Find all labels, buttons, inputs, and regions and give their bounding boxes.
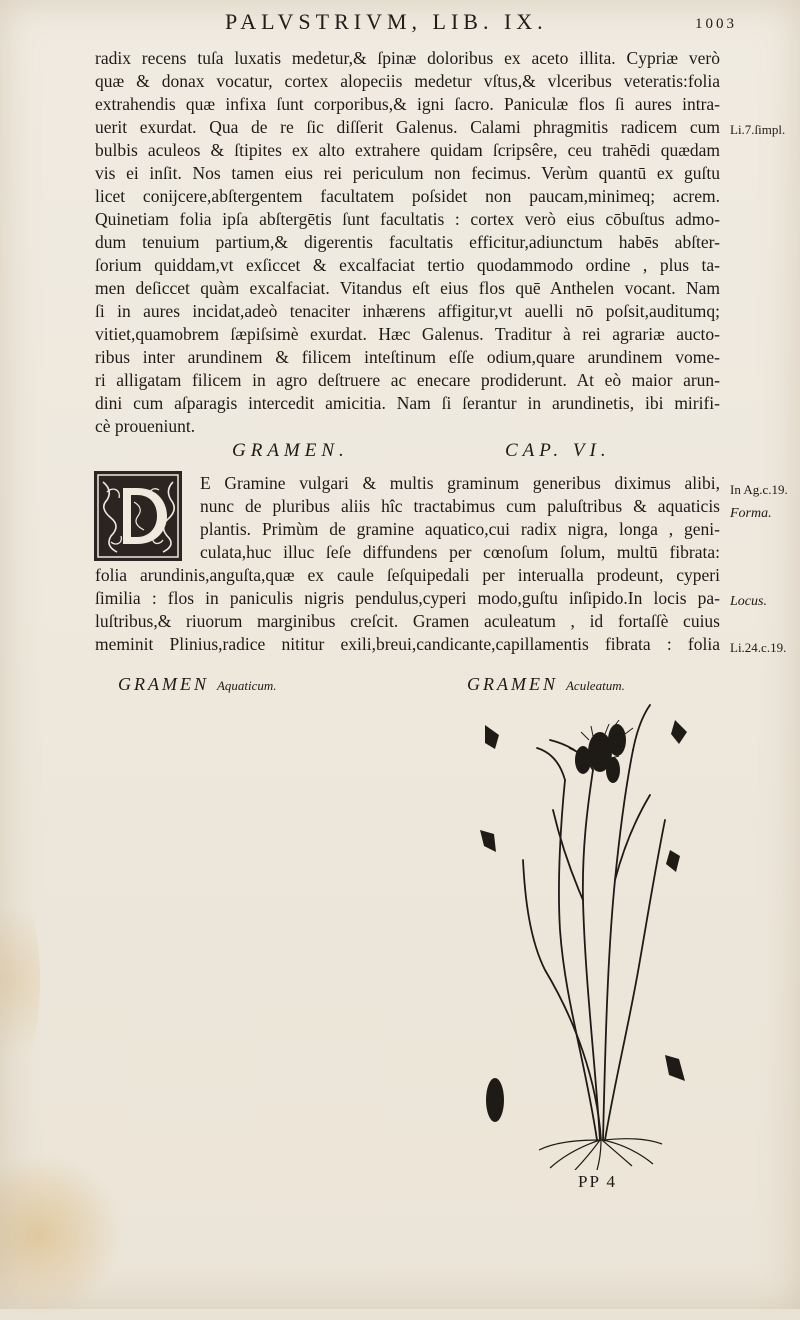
signature-mark: PP 4 [578, 1172, 618, 1191]
text-line: ribus inter arundinem & filicem inteſtinum eſſe odium,quare arundinem vome- [95, 347, 720, 367]
text-line: licet conijcere,abſtergentem facultatem poſsidet non paucam,minimeq; acrem. [95, 186, 720, 206]
text-line: dini cum aſparagis intercedit amicitia. Nam ſi ſerantur in arundinetis, ibi mirifi- [95, 393, 720, 413]
text-line: dum tenuium partium,& digerentis facultatis efficitur,adiunctum habēs abſter- [95, 232, 720, 252]
margin-note: In Ag.c.19. [730, 482, 788, 497]
text-line: luſtribus,& riuorum marginibus creſcit. Gramen aculeatum , id fortaſſè cuius [95, 611, 720, 631]
age-stain [0, 880, 40, 1080]
caption-name: GRAMEN [467, 674, 558, 694]
figure-caption-aculeatum [467, 674, 625, 695]
text-line: Quinetiam folia ipſa abſtergētis ſunt facultatis : cortex verò eius cōbuſtus admo- [95, 209, 720, 229]
text-line: folia arundinis,anguſta,quæ ex caule ſeſquipedali per interualla prodeunt, cyperi [95, 565, 720, 585]
text-line: men deſiccet quàm excalfaciat. Vitandus eſt eius flos quē Anthelen vocant. Nam [95, 278, 720, 298]
text-line: nunc de pluribus aliis hîc tractabimus cum paluſtribus & aquaticis [200, 496, 720, 516]
text-line: quæ & donax vocatur, cortex alopeciis medetur vſtus,& vlceribus veteratis:folia [95, 71, 720, 91]
age-stain [0, 1150, 120, 1320]
running-head: PALVSTRIVM, LIB. IX. [225, 9, 548, 34]
text-line: ſorium quiddam,vt exſiccet & excalfaciat tertio quodammodo ordine , plus ta- [95, 255, 720, 275]
caption-sub: Aculeatum. [565, 678, 625, 693]
plant-woodcut-illustration [465, 700, 705, 1170]
text-line: extrahendis quæ infixa ſunt corporibus,& igni ſacro. Paniculæ flos ſi aures intra- [95, 94, 720, 114]
text-line: plantis. Primùm de gramine aquatico,cui radix nigra, longa , geni- [200, 519, 720, 539]
text-line: ſimilia : flos in paniculis nigris pendulus,cyperi modo,guſtu inſipido.In locis pa- [95, 588, 720, 608]
folio-number: 1003 [695, 16, 737, 32]
text-line: E Gramine vulgari & multis graminum generibus diximus alibi, [200, 473, 720, 493]
caption-name: GRAMEN [118, 674, 209, 694]
text-line: radix recens tuſa luxatis medetur,& ſpinæ doloribus ex aceto illita. Cypriæ verò [95, 48, 720, 68]
caption-sub: Aquaticum. [216, 678, 277, 693]
chapter-title: GRAMEN. [232, 440, 349, 461]
text-line: ſi in aures incidat,adeò tenaciter inhærens affigitur,vt auelli nō poſsit,auditumq; [95, 301, 720, 321]
text-line: uerit exurdat. Qua de re ſic diſſerit Galenus. Calami phragmitis radicem cum [95, 117, 720, 137]
text-line: vitiet,quamobrem ſæpiſsimè exurdat. Hæc Galenus. Traditur à rei agrariæ aucto- [95, 324, 720, 344]
margin-note: Locus. [730, 594, 767, 609]
figure-caption-aquaticum [118, 674, 277, 695]
margin-note: Li.7.ſimpl. [730, 122, 786, 137]
decorated-initial-d-icon [93, 470, 183, 562]
text-line: meminit Plinius,radice nititur exili,breui,candicante,capillamentis fibrata : folia [95, 634, 720, 654]
margin-note: Li.24.c.19. [730, 640, 787, 655]
chapter-number: CAP. VI. [505, 440, 611, 461]
text-line: culata,huc illuc ſeſe diffundens per cœnoſum ſolum, multū fibrata: [200, 542, 720, 562]
text-line: ri alligatam filicem in agro deſtruere ac enecare prodiderunt. At eò maior arun- [95, 370, 720, 390]
text-line: cè proueniunt. [95, 416, 196, 436]
margin-note: Forma. [730, 506, 772, 521]
text-line: vis ei inſit. Nos tamen eius rei periculum non fecimus. Verùm quantū ex guſtu [95, 163, 720, 183]
text-line: bulbis aculeos & ſtipites ex alto extrahere quidam ſcripsêre, ceu trahēdi quædam [95, 140, 720, 160]
